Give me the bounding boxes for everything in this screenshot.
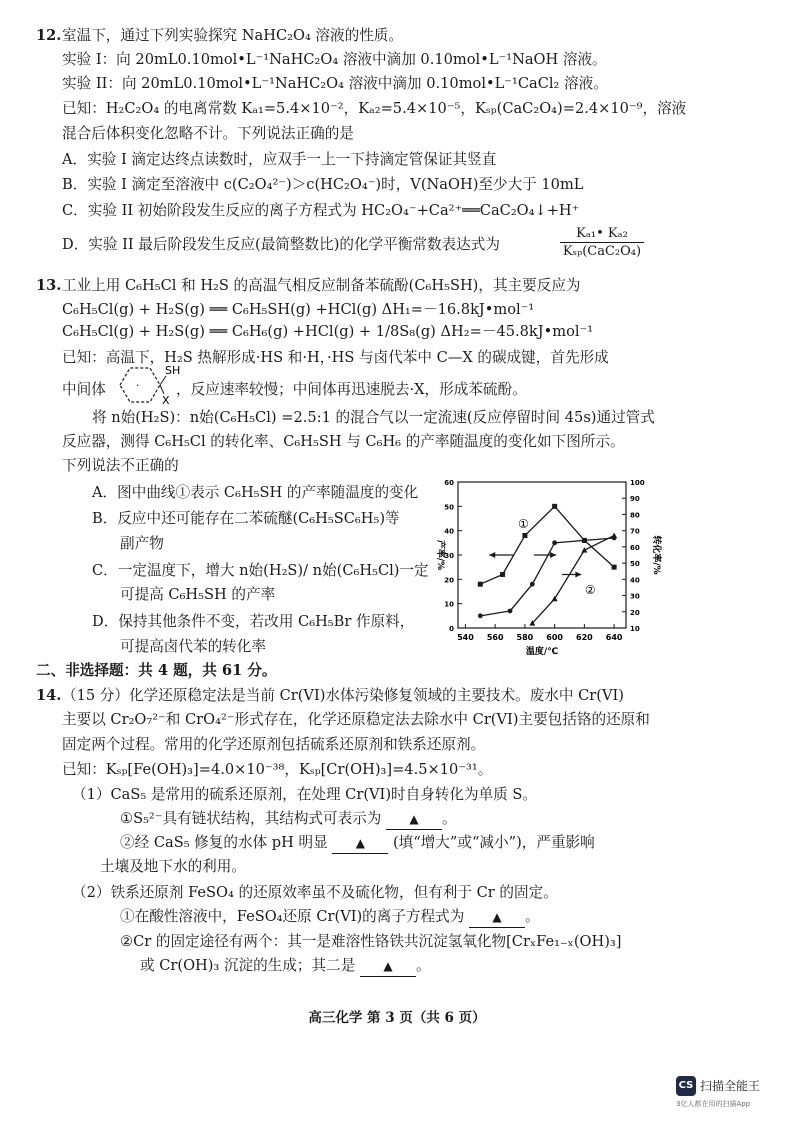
x-tick-label: 560 [486, 633, 504, 642]
circle-marker [478, 613, 483, 618]
svg-text:·: · [136, 379, 140, 392]
q12-number: 12. [36, 27, 62, 44]
q13-number: 13. [36, 277, 62, 294]
y-left-tick-label: 60 [444, 479, 454, 487]
yield-conversion-chart [428, 472, 664, 662]
q14-sub2-a: ①在酸性溶液中，FeSO₄还原 Cr(VI)的离子方程式为 ▲ 。 [120, 907, 540, 928]
q13-known-line1: 已知：高温下，H₂S 热解形成·HS 和·H，·HS 与卤代苯中 C—X 的碳成键，首先形成 [62, 349, 609, 366]
answer-blank[interactable]: ▲ [332, 833, 388, 854]
q14-line1: （15 分）化学还原稳定法是当前 Cr(VI)水体污染修复领域的主要技术。废水中 Cr(VI) [62, 687, 624, 704]
square-marker [500, 572, 505, 577]
y-left-tick-label: 40 [444, 527, 454, 536]
q14-sub2-b: ②Cr 的固定途径有两个：其一是难溶性铬铁共沉淀氢氧化物[CrₓFe₁₋ₓ(OH)₃] [120, 933, 622, 950]
chart-axes [435, 479, 663, 657]
q13-option-d1: D．保持其他条件不变，若改用 C₆H₅Br 作原料， [92, 613, 415, 630]
y-right-tick-label: 40 [630, 576, 640, 585]
q13-known-line2-b: ，反应速率较慢；中间体再迅速脱去·X，形成苯硫酚。 [176, 381, 527, 398]
q13-option-d2: 可提高卤代苯的转化率 [120, 638, 266, 655]
q14-number: 14. [36, 687, 62, 704]
answer-blank[interactable]: ▲ [469, 907, 525, 928]
q14-sub1-a-text: ①S₅²⁻具有链状结构，其结构式可表示为 [120, 810, 382, 827]
x-tick-label: 620 [576, 633, 593, 642]
q12-exp1: 实验 I：向 20mL0.10mol•L⁻¹NaHC₂O₄ 溶液中滴加 0.10mol•L⁻¹NaOH 溶液。 [62, 51, 607, 68]
arrow-right-1-head [550, 552, 556, 558]
x-axis-label: 温度/℃ [525, 647, 559, 657]
square-marker [478, 582, 483, 587]
q13-reaction1: C₆H₅Cl(g) + H₂S(g) ══ C₆H₅SH(g) +HCl(g) ΔH₁=－16.8kJ•mol⁻¹ [62, 301, 535, 318]
q14-sub2-c-text: 或 Cr(OH)₃ 沉淀的生成；其二是 [140, 957, 356, 974]
triangle-marker [611, 533, 617, 539]
curve-label-2: ② [584, 582, 596, 597]
q14-sub1-b [120, 833, 595, 854]
q14-sub1-b-post: (填“增大”或“减小”)，严重影响 [392, 834, 595, 851]
circle-marker [582, 538, 587, 543]
sh-label: SH [165, 364, 181, 377]
fraction-numerator: Kₐ₁• Kₐ₂ [576, 226, 628, 241]
square-marker [612, 565, 617, 570]
y-right-axis-label: 转化率/% [651, 535, 661, 575]
x-tick-label: 640 [605, 633, 623, 642]
q13-option-a: A．图中曲线①表示 C₆H₅SH 的产率随温度的变化 [92, 484, 419, 501]
q13-para1: 将 n始(H₂S)：n始(C₆H₅Cl) =2.5:1 的混合气以一定流速(反应停留时间 45s)通过管式 [92, 409, 655, 426]
circle-marker [530, 582, 535, 587]
y-left-tick-label: 50 [444, 503, 454, 512]
q13-option-c1: C．一定温度下，增大 n始(H₂S)/ n始(C₆H₅Cl)一定 [92, 562, 429, 579]
chart-series [478, 504, 617, 626]
answer-blank[interactable]: ▲ [360, 956, 416, 977]
y-right-tick-label: 60 [630, 543, 640, 552]
y-right-tick-label: 20 [630, 608, 640, 617]
fraction-denominator: Kₛₚ(CaC₂O₄) [562, 244, 642, 259]
triangle-marker [581, 547, 587, 553]
y-right-tick-label: 30 [630, 592, 640, 601]
y-right-tick-label: 80 [630, 511, 640, 520]
section2-heading: 二、非选择题：共 4 题，共 61 分。 [36, 662, 277, 679]
x-label: X [162, 394, 170, 407]
x-tick-label: 540 [457, 633, 474, 642]
y-left-axis-label: 产率/% [435, 539, 445, 571]
q13-question: 下列说法不正确的 [62, 457, 179, 474]
square-marker [552, 504, 557, 509]
q14-sub1-b-pre: ②经 CaS₅ 修复的水体 pH 明显 [120, 834, 328, 851]
q14-sub1: （1）CaS₅ 是常用的硫系还原剂，在处理 Cr(VI)时自身转化为单质 S。 [72, 786, 537, 803]
q12-known-line1: 已知：H₂C₂O₄ 的电离常数 Kₐ₁=5.4×10⁻²，Kₐ₂=5.4×10⁻⁵，Kₛₚ(CaC₂O₄)=2.4×10⁻⁹，溶液 [62, 100, 687, 117]
y-right-tick-label: 10 [630, 625, 640, 633]
answer-blank[interactable]: ▲ [386, 809, 442, 830]
q13-stem: 工业上用 C₆H₅Cl 和 H₂S 的高温气相反应制备苯硫酚(C₆H₅SH)，其主要反应为 [62, 277, 581, 294]
camscanner-tagline: 3亿人都在用的扫描App [676, 1100, 751, 1108]
y-left-tick-label: 20 [444, 576, 454, 585]
camscanner-name: 扫描全能王 [700, 1079, 761, 1093]
x-tick-label: 600 [546, 633, 563, 642]
q12-option-d: D．实验 II 最后阶段发生反应(最简整数比)的化学平衡常数表达式为 [62, 236, 500, 253]
q12-stem: 室温下，通过下列实验探究 NaHC₂O₄ 溶液的性质。 [62, 27, 403, 44]
y-right-tick-label: 70 [630, 527, 640, 536]
triangle-marker [552, 596, 558, 602]
q12-known-line2: 混合后体积变化忽略不计。下列说法正确的是 [62, 125, 354, 142]
curve-label-1: ① [518, 517, 529, 532]
q14-line3: 固定两个过程。常用的化学还原剂包括硫系还原剂和铁系还原剂。 [62, 736, 486, 753]
q14-sub2-a-text: ①在酸性溶液中，FeSO₄还原 Cr(VI)的离子方程式为 [120, 908, 465, 925]
q14-sub2: （2）铁系还原剂 FeSO₄ 的还原效率虽不及硫化物，但有利于 Cr 的固定。 [72, 884, 558, 901]
circle-marker [508, 609, 513, 614]
page-footer: 高三化学 第 3 页（共 6 页） [308, 1010, 486, 1026]
q14-known: 已知：Kₛₚ[Fe(OH)₃]=4.0×10⁻³⁸，Kₛₚ[Cr(OH)₃]=4.5×10⁻³¹。 [62, 761, 493, 778]
q14-sub2-c: 或 Cr(OH)₃ 沉淀的生成；其二是 ▲ 。 [140, 956, 431, 977]
y-left-tick-label: 10 [444, 600, 454, 609]
q13-option-c2: 可提高 C₆H₅SH 的产率 [120, 586, 276, 603]
arrow-left-head [489, 552, 495, 558]
q13-option-b2: 副产物 [120, 535, 164, 552]
y-right-tick-label: 100 [630, 479, 645, 487]
series-line-3 [532, 536, 614, 624]
x-tick-label: 580 [516, 633, 534, 642]
y-left-tick-label: 30 [444, 552, 454, 560]
circle-marker [552, 540, 557, 545]
y-right-tick-label: 90 [630, 495, 640, 504]
q13-reaction2: C₆H₅Cl(g) + H₂S(g) ══ C₆H₆(g) +HCl(g) + 1/8S₈(g) ΔH₂=－45.8kJ•mol⁻¹ [62, 323, 594, 340]
q12-exp2: 实验 II：向 20mL0.10mol•L⁻¹NaHC₂O₄ 溶液中滴加 0.10mol•L⁻¹CaCl₂ 溶液。 [62, 75, 608, 92]
q12-fraction [560, 226, 644, 259]
q12-option-c: C．实验 II 初始阶段发生反应的离子方程式为 HC₂O₄⁻+Ca²⁺══CaC₂O₄↓+H⁺ [62, 202, 580, 219]
q13-known-line2-a: 中间体 [62, 381, 106, 398]
y-right-tick-label: 50 [630, 560, 640, 569]
q14-line2: 主要以 Cr₂O₇²⁻和 CrO₄²⁻形式存在，化学还原稳定法去除水中 Cr(VI)主要包括铬的还原和 [62, 711, 650, 728]
q14-sub1-b-line2: 土壤及地下水的利用。 [100, 858, 246, 875]
square-marker [522, 533, 527, 538]
intermediate-structure-icon [110, 362, 181, 408]
q14-sub1-a: ①S₅²⁻具有链状结构，其结构式可表示为 ▲ 。 [120, 809, 457, 830]
camscanner-logo: CS [676, 1076, 696, 1096]
q13-option-b1: B．反应中还可能存在二苯硫醚(C₆H₅SC₆H₅)等 [92, 510, 400, 527]
arrow-right-2-head [575, 571, 581, 577]
q12-option-a: A．实验 I 滴定达终点读数时，应双手一上一下持滴定管保证其竖直 [62, 151, 497, 168]
y-left-tick-label: 0 [449, 625, 454, 633]
q13-para2: 反应器，测得 C₆H₅Cl 的转化率、C₆H₅SH 与 C₆H₆ 的产率随温度的变化如下图所示。 [62, 433, 625, 450]
q12-option-b: B．实验 I 滴定至溶液中 c(C₂O₄²⁻)＞c(HC₂O₄⁻)时，V(NaOH)至少大于 10mL [62, 176, 584, 193]
